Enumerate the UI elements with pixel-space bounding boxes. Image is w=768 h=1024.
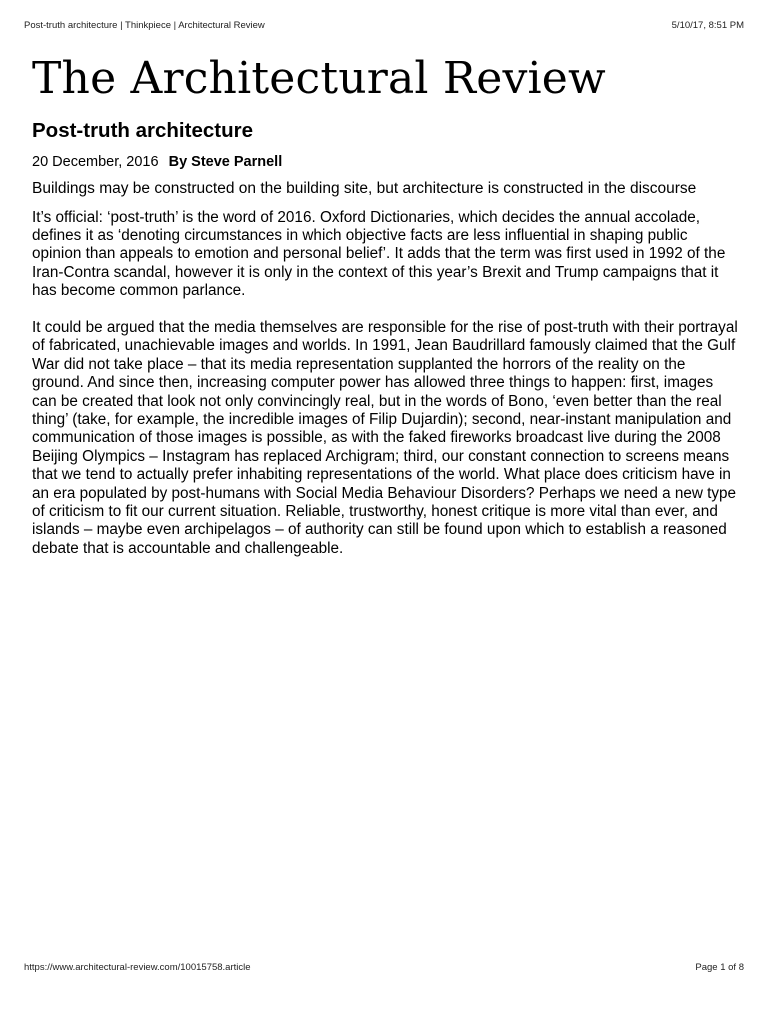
article-byline — [32, 152, 738, 172]
article-title: Post-truth architecture — [32, 119, 253, 142]
article-author[interactable]: By Steve Parnell — [168, 154, 283, 170]
print-footer — [24, 962, 744, 976]
print-timestamp: 5/10/17, 8:51 PM — [671, 20, 744, 31]
page-indicator: Page 1 of 8 — [695, 962, 744, 973]
article-paragraph: It’s official: ‘post-truth’ is the word of 2016. Oxford Dictionaries, which decides the annual accolade, defines it as ‘denoting circumstances in which objective facts are less influential in shaping public opinion than appeals to emotion and personal belief’. It adds that the term was first used in 1992 of the Iran-Contra scandal, however it is only in the context of this year’s Brexit and Trump campaigns that it has become common parlance. — [32, 208, 726, 300]
article-paragraph: It could be argued that the media themselves are responsible for the rise of post-truth with their portrayal of fabricated, unachievable images and worlds. In 1991, Jean Baudrillard famously claimed that the Gulf War did not take place – that its media representation supplanted the horrors of the reality on the ground. And since then, increasing computer power has allowed three things to happen: first, images can be created that look not only convincingly real, but in the words of Bono, ‘even better than the real thing’ (take, for example, the incredible images of Filip Dujardin); second, near-instant manipulation and communication of those images is possible, as with the faked fireworks broadcast live during the 2008 Beijing Olympics – Instagram has replaced Archigram; third, our constant connection to screens means that we tend to actually prefer inhabiting representations of the world. What place does criticism have in an era populated by post-humans with Social Media Behaviour Disorders? Perhaps we need a new type of criticism to fit our current situation. Reliable, trustworthy, honest critique is more vital than ever, and islands – maybe even archipelagos – of authority can still be found upon which to establish a reasoned debate that is accountable and challengeable. — [32, 318, 738, 557]
print-url: https://www.architectural-review.com/10015758.article — [24, 962, 251, 973]
print-header — [24, 20, 744, 34]
publication-masthead[interactable]: The Architectural Review — [32, 53, 606, 104]
print-page-title: Post-truth architecture | Thinkpiece | Architectural Review — [24, 20, 265, 31]
article-standfirst: Buildings may be constructed on the building site, but architecture is constructed in the discourse — [32, 180, 697, 197]
article — [32, 117, 738, 577]
article-date: 20 December, 2016 — [32, 154, 159, 170]
